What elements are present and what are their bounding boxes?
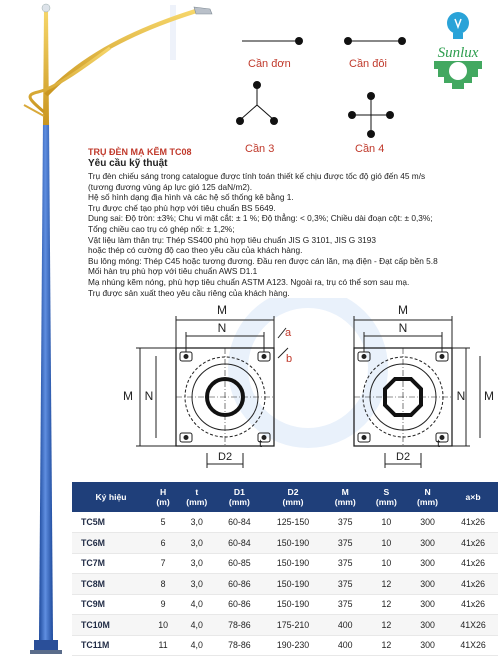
col-header-s: S (mm) — [366, 482, 407, 512]
dim-label-m-vertical: M — [123, 389, 133, 403]
spec-line: (tương đương vùng áp lực gió 125 daN/m2). — [88, 181, 253, 192]
cell: 3,0 — [176, 553, 217, 574]
cell: 150-190 — [261, 574, 324, 595]
arm-type-label-triple: Cần 3 — [245, 143, 275, 155]
cell: 12 — [366, 615, 407, 636]
cell: 4,0 — [176, 594, 217, 615]
cell: 150-190 — [261, 553, 324, 574]
col-header-d1: D1 (mm) — [217, 482, 261, 512]
table-row — [72, 594, 498, 615]
single-arm-icon — [236, 30, 306, 52]
dim-label-n: N — [217, 321, 227, 335]
cell: 150-190 — [261, 533, 324, 554]
cell: 60-84 — [217, 533, 261, 554]
cell: 10 — [366, 553, 407, 574]
spec-line: Vật liệu làm thân trụ: Thép SS400 phù hợp tiêu chuẩn JIS G 3101, JIS G 3193 — [88, 234, 377, 245]
cell: 41x26 — [448, 512, 498, 533]
spec-line: Dung sai: Độ tròn: ±3%; Chu vi mặt cắt: ± 1 %; Độ thẳng: < 0,3%; Chiều dài đoạn cột: ± 0,3%; — [88, 213, 433, 224]
cell: 4,0 — [176, 615, 217, 636]
cell: 12 — [366, 594, 407, 615]
cell: 375 — [325, 533, 366, 554]
table-row — [72, 615, 498, 636]
dim-label-n-vertical-right: N — [456, 389, 466, 403]
table-row — [72, 574, 498, 595]
spec-line: Trụ đèn chiếu sáng trong catalogue được tính toán thiết kế chịu được tốc độ gió đến 45 m/s — [88, 171, 426, 181]
cell: 41X26 — [448, 615, 498, 636]
base-plate-drawings — [118, 298, 498, 476]
cell: 41x26 — [448, 533, 498, 554]
table-row — [72, 553, 498, 574]
cell: 7 — [150, 553, 176, 574]
cell: 300 — [407, 615, 448, 636]
cell: 400 — [325, 615, 366, 636]
spec-line: hoặc thép có cường độ cao theo yêu cầu của khách hàng. — [88, 245, 303, 256]
cell-code: TC6M — [72, 533, 150, 554]
cell: 300 — [407, 635, 448, 656]
cell: 300 — [407, 594, 448, 615]
double-arm-icon — [340, 30, 410, 52]
cell: 190-230 — [261, 635, 324, 656]
cell: 60-86 — [217, 574, 261, 595]
cell: 10 — [366, 533, 407, 554]
cell: 300 — [407, 533, 448, 554]
technical-requirements — [88, 147, 496, 298]
cell: 60-84 — [217, 512, 261, 533]
cell: 375 — [325, 553, 366, 574]
cell: 4,0 — [176, 635, 217, 656]
cell: 60-85 — [217, 553, 261, 574]
cell: 400 — [325, 635, 366, 656]
pole-spec-table — [72, 482, 498, 656]
table-row — [72, 635, 498, 656]
dim-label-b: b — [286, 353, 293, 365]
cell: 3,0 — [176, 512, 217, 533]
cell: 12 — [366, 635, 407, 656]
cell: 10 — [150, 615, 176, 636]
cell: 300 — [407, 512, 448, 533]
col-header-n: N (mm) — [407, 482, 448, 512]
cell: 300 — [407, 574, 448, 595]
cell: 125-150 — [261, 512, 324, 533]
cell: 3,0 — [176, 574, 217, 595]
col-header-code: Ký hiệu — [72, 482, 150, 512]
cell-code: TC10M — [72, 615, 150, 636]
arm-type-label-quad: Cần 4 — [355, 143, 385, 155]
cell-code: TC8M — [72, 574, 150, 595]
cell: 300 — [407, 553, 448, 574]
spec-line: Mạ nhúng kẽm nóng, phù hợp tiêu chuẩn ASTM A123. Ngoài ra, trụ có thể sơn sau mạ. — [88, 276, 410, 287]
col-header-t: t (mm) — [176, 482, 217, 512]
cell: 11 — [150, 635, 176, 656]
cell: 41x26 — [448, 553, 498, 574]
cell: 175-210 — [261, 615, 324, 636]
cell-code: TC11M — [72, 635, 150, 656]
cell: 41X26 — [448, 635, 498, 656]
cell: 41x26 — [448, 594, 498, 615]
cell: 78-86 — [217, 615, 261, 636]
table-row — [72, 512, 498, 533]
dim-label-n-right: N — [398, 321, 408, 335]
table-header-row — [72, 482, 498, 512]
cell: 12 — [366, 574, 407, 595]
cell: 5 — [150, 512, 176, 533]
cell: 375 — [325, 594, 366, 615]
cell: 6 — [150, 533, 176, 554]
cell-code: TC5M — [72, 512, 150, 533]
spec-line: Mối hàn trụ phù hợp với tiêu chuẩn AWS D1.1 — [88, 266, 258, 277]
spec-line: Trụ được sản xuất theo yêu cầu riêng của khách hàng. — [88, 287, 290, 298]
quad-arm-icon — [346, 90, 396, 140]
dim-label-n-vertical: N — [144, 389, 154, 403]
spec-line: Bu lông móng: Thép C45 hoặc tương đương. Đầu ren được cán lăn, mạ điện - Đạt cấp bền 5.8 — [88, 255, 438, 266]
col-header-d2: D2 (mm) — [261, 482, 324, 512]
spec-line: Tổng chiều cao trụ có ghép nối: ± 1,2%; — [88, 223, 235, 234]
cell: 9 — [150, 594, 176, 615]
dim-label-m-right: M — [398, 303, 408, 317]
dim-label-t-right: t — [437, 438, 441, 450]
cell: 41x26 — [448, 574, 498, 595]
dim-label-t: t — [259, 438, 263, 450]
col-header-axb: a×b — [448, 482, 498, 512]
cell-code: TC7M — [72, 553, 150, 574]
dim-label-d2: D2 — [218, 451, 233, 463]
cell: 3,0 — [176, 533, 217, 554]
triple-arm-icon — [232, 80, 282, 130]
dim-label-d2-right: D2 — [396, 451, 411, 463]
cell-code: TC9M — [72, 594, 150, 615]
col-header-h: H (m) — [150, 482, 176, 512]
table-row — [72, 533, 498, 554]
spec-line: Trụ được chế tạo phù hợp với tiêu chuẩn BS 5649. — [88, 202, 276, 213]
cell: 10 — [366, 512, 407, 533]
cell: 375 — [325, 512, 366, 533]
dim-label-a: a — [285, 327, 292, 339]
cell: 60-86 — [217, 594, 261, 615]
svg-text:Sunlux: Sunlux — [437, 45, 479, 61]
dim-label-m-vertical-right: M — [484, 389, 494, 403]
dim-label-m: M — [217, 303, 227, 317]
col-header-m: M (mm) — [325, 482, 366, 512]
spec-line: Hệ số hình dạng địa hình và các hệ số thống kê bằng 1. — [88, 192, 294, 203]
sunlux-logo — [420, 5, 496, 95]
product-title: TRỤ ĐÈN MẠ KẼM TC08 — [88, 147, 192, 157]
cell: 150-190 — [261, 594, 324, 615]
arm-type-label-single: Cần đơn — [248, 58, 291, 70]
pole-shaft — [39, 120, 53, 640]
cell: 8 — [150, 574, 176, 595]
lamp-head — [194, 7, 212, 14]
base-plate-round — [136, 316, 288, 468]
cell: 78-86 — [217, 635, 261, 656]
spec-subtitle: Yêu cầu kỹ thuật — [88, 158, 168, 169]
cell: 375 — [325, 574, 366, 595]
arm-type-label-double: Cần đôi — [349, 58, 387, 70]
